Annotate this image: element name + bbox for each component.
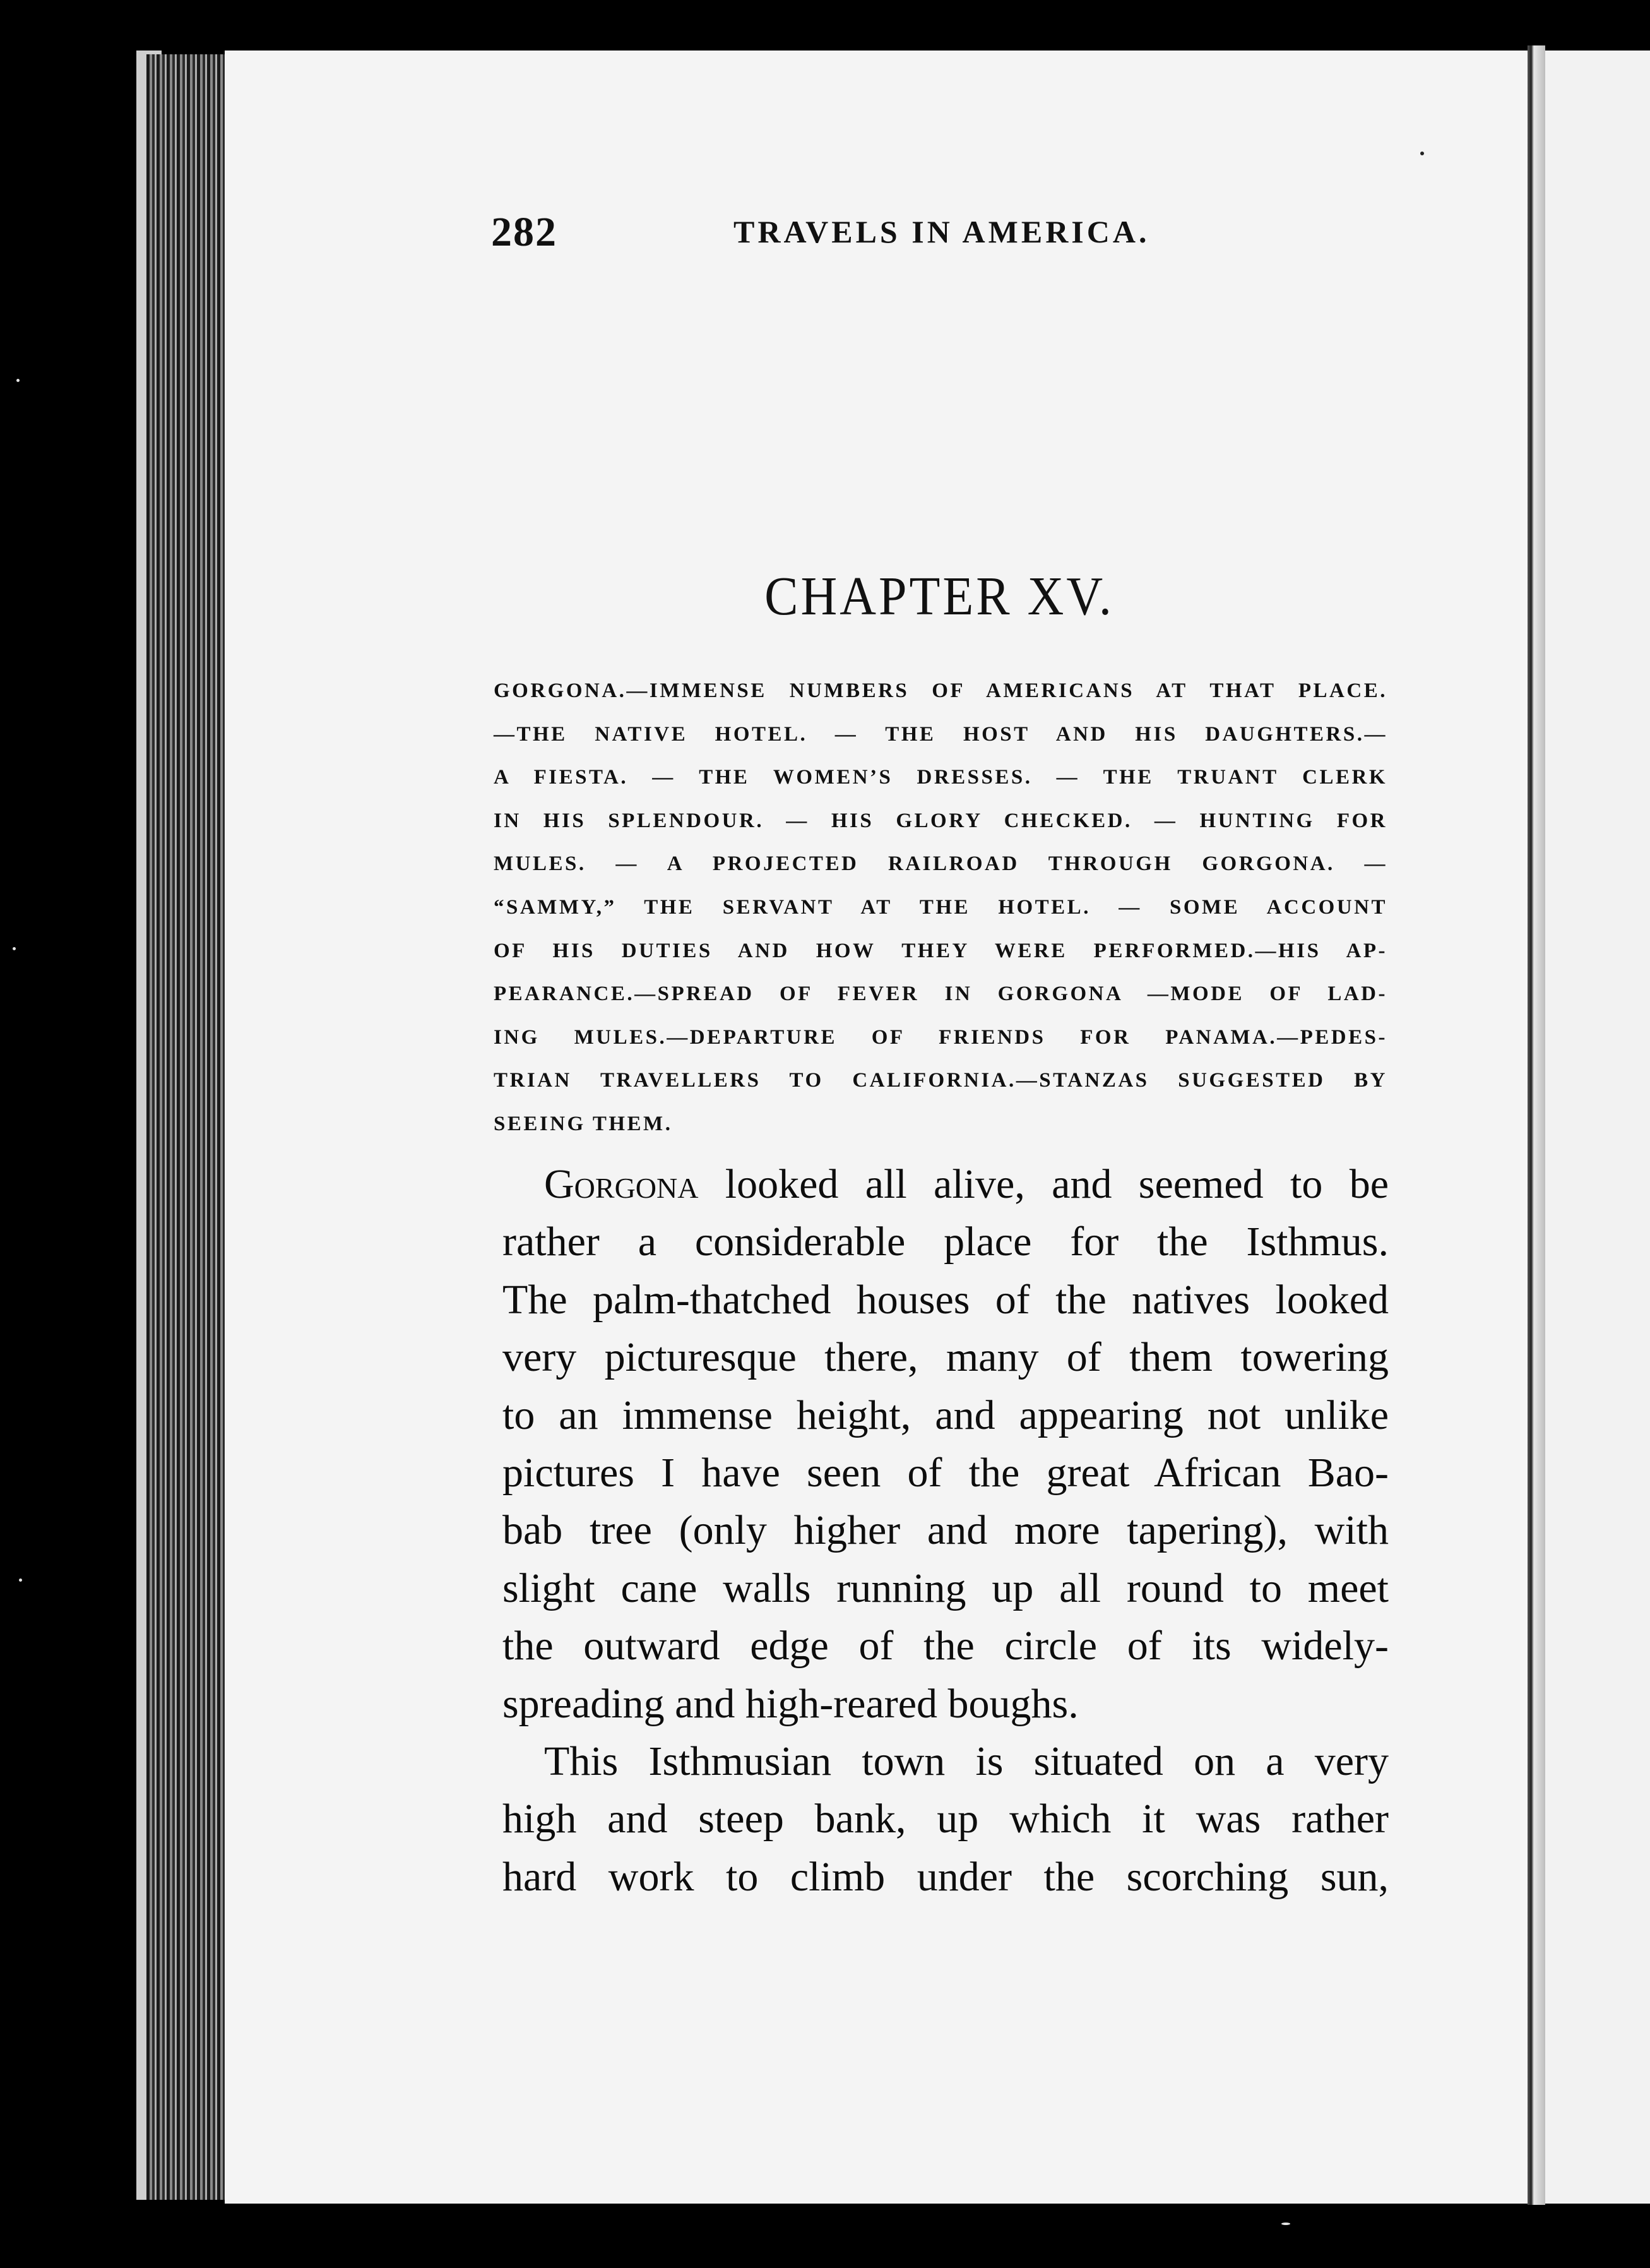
body-line: bab tree (only higher and more tapering), with (502, 1507, 1389, 1554)
body-line: high and steep bank, up which it was rather (502, 1796, 1389, 1842)
synopsis-line: GORGONA.—IMMENSE NUMBERS OF AMERICANS AT THAT PLACE. (494, 679, 1387, 702)
opening-word: Gorgona (544, 1161, 699, 1207)
scan-speck (1420, 152, 1424, 155)
body-line: spreading and high-reared boughs. (502, 1680, 1079, 1727)
scan-speck (1281, 2223, 1290, 2225)
page-gutter (1528, 45, 1545, 2205)
scan-speck (19, 1579, 22, 1582)
body-line: slight cane walls running up all round to meet (502, 1565, 1389, 1611)
running-title: TRAVELS IN AMERICA. (733, 214, 1150, 249)
synopsis-line: “SAMMY,” THE SERVANT AT THE HOTEL. — SOME ACCOUNT (494, 895, 1387, 919)
chapter-synopsis (494, 669, 1387, 1146)
body-line: hard work to climb under the scorching sun, (502, 1853, 1389, 1900)
synopsis-line: TRIAN TRAVELLERS TO CALIFORNIA.—STANZAS SUGGESTED BY (494, 1069, 1387, 1092)
scan-speck (13, 947, 16, 950)
body-line: rather a considerable place for the Isthmus. (502, 1219, 1389, 1265)
body-text (502, 1155, 1389, 1906)
synopsis-line: A FIESTA. — THE WOMEN’S DRESSES. — THE TRUANT CLERK (494, 766, 1387, 789)
synopsis-line: —THE NATIVE HOTEL. — THE HOST AND HIS DAUGHTERS.— (494, 722, 1387, 746)
body-line: Gorgona looked all alive, and seemed to be (544, 1161, 1389, 1207)
synopsis-line: SEEING THEM. (494, 1112, 673, 1135)
synopsis-line: MULES. — A PROJECTED RAILROAD THROUGH GORGONA. — (494, 852, 1387, 876)
synopsis-line: PEARANCE.—SPREAD OF FEVER IN GORGONA —MODE OF LAD- (494, 982, 1387, 1006)
page-number: 282 (491, 209, 557, 255)
synopsis-line: OF HIS DUTIES AND HOW THEY WERE PERFORMED.—HIS AP- (494, 939, 1387, 962)
facing-page (1545, 51, 1650, 2204)
body-line: pictures I have seen of the great African Bao- (502, 1449, 1389, 1496)
chapter-title: CHAPTER XV. (764, 566, 1114, 627)
body-line: The palm-thatched houses of the natives looked (502, 1276, 1389, 1323)
body-line: This Isthmusian town is situated on a very (544, 1738, 1389, 1784)
stacked-page-edges (146, 54, 229, 2200)
running-head (491, 208, 1168, 259)
body-line: to an immense height, and appearing not unlike (502, 1392, 1389, 1438)
scan-speck (16, 379, 20, 382)
body-line: the outward edge of the circle of its widely- (502, 1623, 1389, 1669)
synopsis-line: ING MULES.—DEPARTURE OF FRIENDS FOR PANAMA.—PEDES- (494, 1025, 1387, 1049)
synopsis-line: IN HIS SPLENDOUR. — HIS GLORY CHECKED. — HUNTING FOR (494, 809, 1387, 832)
body-line: very picturesque there, many of them towering (502, 1334, 1389, 1381)
